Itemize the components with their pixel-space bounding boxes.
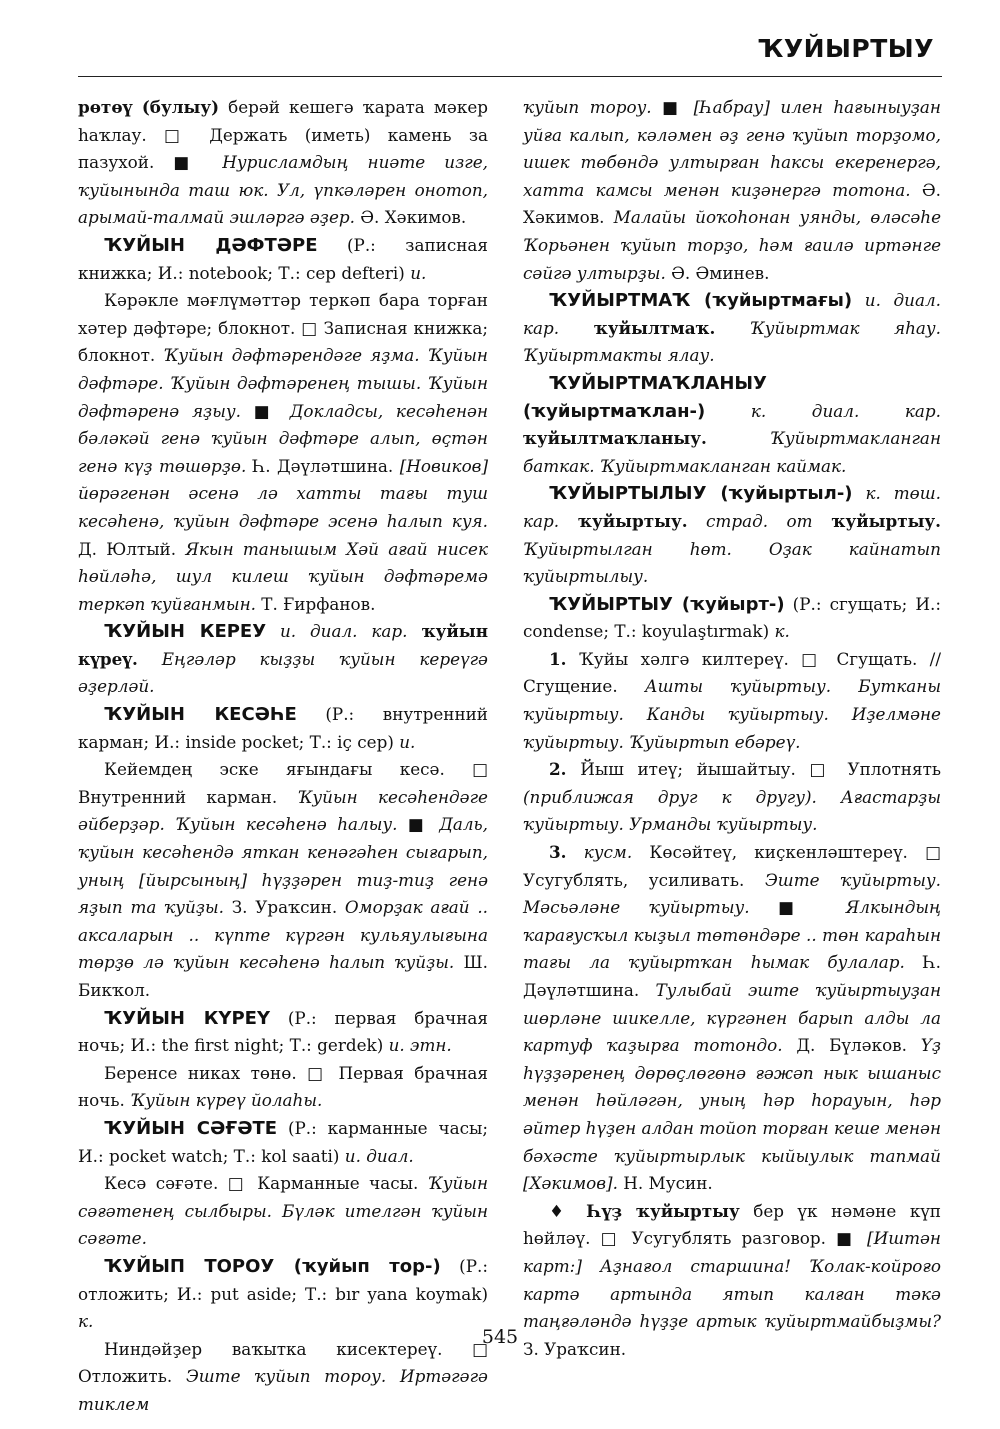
text-segment: 2. — [549, 759, 567, 780]
text-segment — [853, 483, 866, 503]
dictionary-paragraph — [523, 839, 941, 1198]
text-segment: (Р.: сгущать; И.: condense; Т.: koyulaştırmak) — [523, 593, 941, 642]
headword: ҠУЙЫРТМАҠ (ҡуйыртмағы) — [549, 290, 853, 312]
dictionary-paragraph — [523, 756, 941, 839]
text-segment: ■ — [397, 814, 440, 835]
text-segment: и. — [410, 262, 427, 283]
text-segment: (Р.: первая брачная ночь; И.: the first night; Т.: gerdek) — [78, 1007, 489, 1056]
text-segment: и. этн. — [388, 1035, 452, 1056]
dictionary-paragraph — [78, 232, 488, 287]
text-segment — [688, 511, 707, 531]
text-segment — [705, 401, 751, 421]
text-segment: к. — [774, 621, 790, 642]
text-segment: страд. от — [706, 510, 813, 531]
text-segment: и. диал. кар. — [279, 621, 408, 642]
page-number: 545 — [481, 1326, 519, 1348]
text-segment: ҡуйылтмаҡланыу. — [523, 428, 707, 449]
headword: ҠУЙЫН КЕСӘҺЕ — [104, 704, 297, 726]
dictionary-paragraph — [523, 287, 941, 370]
dictionary-paragraph — [78, 1115, 488, 1170]
text-segment: Ҡуйыртылган һөт. Оҙак кайнатып ҡуйыртылыу. — [523, 538, 941, 587]
text-segment: [Новиков] йөрәгенән әсенә лә хатты тағы туш кесәһенә, ҡуйын дәфтәре эсенә һалып куя. — [78, 455, 488, 531]
dictionary-paragraph — [78, 1336, 488, 1419]
text-segment: ҡуйылтмаҡ. — [559, 317, 716, 338]
text-segment: Оморҙак ағай .. аксаларын .. күпте күргән кульяулығына төрҙө лә ҡуйын кесәһенә һалып ҡуйҙы. — [78, 897, 488, 973]
text-segment: Т. Ғирфанов. — [255, 593, 376, 614]
text-segment: 3. — [549, 842, 567, 863]
headword: ҠУЙЫН КҮРЕҮ — [104, 1007, 270, 1029]
text-segment: [Һабрау] илен һағыныуҙан уйға калып, кәләмен әҙ генә ҡуйып торҙомо, ишек төбөндә ултырған һаксы екеренергә, хатта камсы менән киҙәнергә тотона. — [523, 97, 941, 200]
text-segment: Һ. Дәүләтшина. — [246, 455, 400, 476]
dictionary-paragraph — [78, 1060, 488, 1115]
dictionary-paragraph — [523, 591, 941, 646]
dictionary-paragraph — [523, 370, 941, 480]
text-segment: к. диал. кар. — [750, 400, 941, 421]
right-column — [523, 94, 941, 1363]
text-segment — [852, 290, 865, 310]
headword: ҠУЙЫН ДӘФТӘРЕ — [104, 234, 318, 256]
text-segment: Ә. Хәкимов. — [523, 179, 941, 228]
text-segment: и. диал. кар. — [523, 290, 941, 338]
text-segment: ҡуйыртыу. — [559, 510, 688, 531]
text-segment: (Р.: карманные часы; И.: pocket watch; Т.: kol saati) — [78, 1117, 488, 1166]
text-segment — [138, 649, 162, 669]
text-segment: [Иштән карт:] Аҙнағол старшина! Ҡолак-койроғо картә артында ятып калған тәкә таңғәләндә һүҙҙе артык ҡуйыртмайбыҙмы? — [523, 1228, 941, 1332]
text-segment: Ҡуйын сәғәтенең сылбыры. Бүләк ителгән ҡуйын сәғәте. — [78, 1173, 488, 1249]
text-segment: Эште ҡуйып тороу. Иртәгәгә тиклем — [78, 1366, 488, 1414]
text-segment: берәй кешегә ҡарата мәкер һаҡлау. □ Держать (иметь) камень за пазухой. ■ — [78, 97, 489, 173]
text-segment: Кесә сәғәте. □ Карманные часы. — [104, 1173, 428, 1194]
dictionary-paragraph — [523, 480, 941, 590]
dictionary-paragraph — [78, 701, 488, 756]
text-segment: (Р.: записная книжка; И.: notebook; Т.: cep defteri) — [78, 234, 488, 283]
text-segment: Эште ҡуйыртыу. Мәсьәләне ҡуйыртыу. — [523, 869, 941, 918]
text-segment — [567, 842, 584, 862]
text-segment: Һ. Дәүләтшина. — [523, 952, 941, 1000]
headword: ҠУЙЫН СӘҒӘТЕ — [104, 1117, 278, 1139]
text-segment: ■ — [651, 97, 694, 117]
text-segment: Ҡуйыртмак яһау. Ҡуйыртмакты ялау. — [523, 317, 942, 366]
text-segment: Ашты ҡуйыртыу. Бутканы ҡуйыртыу. Канды ҡуйыртыу. Иҙелмәне ҡуйыртыу. Ҡуйыртып ебәреү. — [523, 676, 941, 752]
text-segment: Еңгәләр кыҙҙы ҡуйын кереүгә әҙерләй. — [78, 648, 488, 697]
text-segment: (Р.: внутренний карман; И.: inside pocket; Т.: iç cep) — [78, 704, 488, 752]
headword: ҠУЙЫРТМАҠЛАНЫУ (ҡуйыртмаҡлан-) — [523, 372, 767, 422]
dictionary-paragraph — [78, 1005, 488, 1060]
text-segment: З. Ураҡсин. — [523, 1338, 627, 1359]
text-segment: Тулыбай эште ҡуйыртыуҙан шөрләне шикелле, күргәнен барып алды ла картуф ҡаҙырға тотондо. — [523, 980, 941, 1056]
text-segment: Көсәйтеү, киҫкенләштереү. □ Усугублять, усиливать. — [523, 842, 941, 890]
text-segment: (приближая друг к другу). Ағастарҙы ҡуйыртыу. Урманды ҡуйыртыу. — [523, 786, 941, 835]
text-segment: ■ — [749, 897, 846, 918]
text-segment: ҡуйыртыу. — [812, 510, 941, 531]
text-segment: З. Ураҡсин. — [224, 897, 345, 918]
headword: ҠУЙЫРТЫЛЫУ (ҡуйыртыл-) — [549, 483, 853, 505]
text-segment: Ә. Әминев. — [665, 262, 770, 283]
text-segment: Нурисламдың ниәте изге, ҡуйынында таш юк. Ул, үпкәләрен онотоп, арымай-талмай эшләргә әҙер. — [78, 152, 488, 228]
text-segment: Ҡуйы хәлгә килтереү. □ Сгущать. // Сгущение. — [523, 648, 941, 697]
dictionary-paragraph — [78, 1170, 488, 1253]
text-segment: ҡуйын күреү. — [78, 621, 488, 669]
dictionary-paragraph — [78, 94, 488, 232]
text-segment: ■ — [240, 400, 290, 421]
text-segment: Кәрәкле мәғлүмәттәр теркәп бара торған хәтер дәфтәре; блокнот. □ Записная книжка; блокнот. — [78, 290, 488, 366]
text-segment: өтөү (булыу) — [89, 97, 220, 117]
headword: ҠУЙЫРТЫУ (ҡуйырт-) — [549, 593, 785, 615]
text-segment: Ҡуйын күреү йолаһы. — [130, 1090, 323, 1111]
text-segment: ♦ Һүҙ ҡуйыртыу — [549, 1200, 740, 1221]
running-head: ҠУЙЫРТЫУ — [757, 34, 934, 63]
text-segment: Д. Юлтый. — [78, 538, 186, 559]
headword: ҠУЙЫП ТОРОУ (ҡуйып тор-) — [104, 1255, 441, 1277]
text-segment: Ниндәйҙер ваҡытка кисектереү. □ Отложить. — [78, 1338, 488, 1387]
text-segment: Беренсе никах төнө. □ Первая брачная ночь. — [78, 1062, 488, 1111]
text-segment: Ә. Хәкимов. — [354, 207, 467, 228]
text-segment: Үҙ һүҙҙәренең дөрөҫлөгөнә ғәжәп нык ышаныс менән һөйләгән, уның һәр һорауын, һәр әйтер һүҙен алдан тойоп торған кеше менән бәхәсте ҡуйыртырлык кыйыулык тапмай [Хәкимов]. — [523, 1035, 941, 1194]
text-segment: Докладсы, кесәһенән бәләкәй генә ҡуйын дәфтәре алып, өҫтән генә күҙ төшөрҙө. — [78, 400, 488, 476]
text-segment — [715, 318, 749, 338]
text-segment: Н. Мусин. — [617, 1173, 713, 1194]
text-segment: и. — [399, 731, 416, 752]
text-segment: Ҡуйын кесәһендәге әйберҙәр. Ҡуйын кесәһенә һалыу. — [78, 786, 488, 835]
text-segment: Ҡуйын дәфтәрендәге яҙма. Ҡуйын дәфтәре. Ҡуйын дәфтәренең тышы. Ҡуйын дәфтәренә яҙыу. — [78, 345, 488, 421]
text-segment: Даль, ҡуйын кесәһендә яткан кенәгәһен сығарып, уның [йырсының] һүҙҙәрен тиҙ-тиҙ генә яҙып та ҡуйҙы. — [78, 814, 489, 918]
headword: ҠУЙЫН КЕРЕУ — [104, 621, 267, 643]
dictionary-paragraph — [78, 1253, 488, 1336]
dictionary-paragraph — [523, 94, 941, 287]
text-segment: Малайы йоҡоһонан уянды, өләсәһе Ҡорьәнен ҡуйып торҙо, һәм ғаилә иртәнге сәйгә ултырҙы. — [523, 207, 941, 283]
text-segment: Ялкындың ҡарағусҡыл кыҙыл төтөндәре .. төн караһын тағы ла ҡуйыртҡан һымак булалар. — [523, 897, 941, 973]
text-segment — [266, 621, 280, 641]
text-segment: (Р.: отложить; И.: put aside; Т.: bır yana koymak) — [78, 1255, 488, 1304]
text-segment: Якын танышым Хәй ағай нисек һөйләһә, шул килеш ҡуйын дәфтәремә теркәп ҡуйғанмын. — [78, 538, 488, 614]
left-column — [78, 94, 488, 1419]
text-segment: к. — [78, 1311, 94, 1332]
text-segment: 1. — [549, 648, 567, 669]
text-segment: Кейемдең эске яғындағы кесә. □ Внутренний карман. — [78, 759, 488, 807]
text-segment — [707, 428, 770, 448]
text-segment: ҡуйып тороу. — [523, 97, 652, 117]
text-segment: Ш. Бикҡол. — [78, 952, 488, 1000]
text-segment: р — [78, 97, 90, 117]
dictionary-paragraph — [78, 618, 488, 701]
text-segment: Йыш итеү; йышайтыу. □ Уплотнять — [566, 759, 941, 780]
dictionary-paragraph — [78, 287, 488, 618]
dictionary-paragraph — [78, 756, 488, 1004]
text-segment: и. диал. — [344, 1145, 414, 1166]
header-rule — [78, 76, 942, 77]
text-segment: бер үк нәмәне күп һөйләү. □ Усугублять разговор. ■ — [523, 1200, 941, 1249]
text-segment: Д. Бүләков. — [782, 1035, 921, 1056]
text-segment: Ҡуйыртмакланган баткак. Ҡуйыртмакланган каймак. — [523, 428, 941, 476]
text-segment: к. төш. кар. — [523, 483, 941, 531]
dictionary-paragraph — [523, 646, 941, 756]
text-segment: кусм. — [583, 842, 633, 863]
